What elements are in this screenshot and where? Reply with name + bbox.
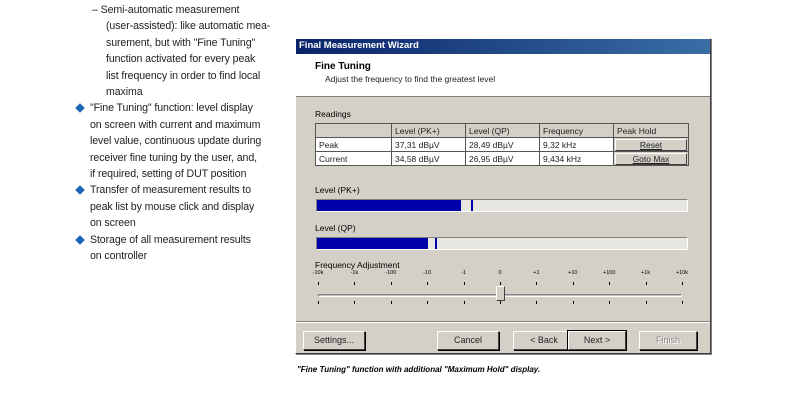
- level-pk-bar: [317, 200, 461, 211]
- column-header: Level (QP): [466, 124, 540, 138]
- slider-tick: [354, 282, 355, 285]
- slider-tick: [464, 301, 465, 304]
- text-line: Transfer of measurement results to: [90, 184, 252, 197]
- level-qp-peak-marker: [435, 238, 437, 249]
- text-line: receiver fine tuning by the user, and,: [90, 151, 257, 164]
- step-title: Fine Tuning: [315, 61, 371, 72]
- level-qp-label: Level (QP): [315, 223, 356, 233]
- text-line: peak list by mouse click and display: [90, 200, 255, 213]
- frequency-adjustment-slider[interactable]: [310, 270, 690, 310]
- slider-tick: [318, 301, 319, 304]
- level-qp-bar: [317, 238, 428, 249]
- peak-hold-cell: [614, 138, 689, 152]
- text-line: on screen with current and maximum: [90, 118, 261, 131]
- feature-list: [76, 2, 276, 265]
- wizard-body: [296, 97, 710, 355]
- goto-max-button[interactable]: Goto Max: [615, 153, 687, 165]
- slider-tick: [573, 301, 574, 304]
- slider-tick-label: +10: [568, 270, 578, 276]
- bullet-transfer: [76, 182, 276, 231]
- slider-tick: [609, 282, 610, 285]
- text-line: level value, continuous update during: [90, 135, 262, 148]
- dialog-title-bar[interactable]: Final Measurement Wizard: [296, 39, 710, 54]
- peak-hold-cell: [614, 152, 689, 166]
- column-header: Frequency: [540, 124, 614, 138]
- table-row: [316, 152, 689, 166]
- bullet-fine-tuning: [76, 100, 276, 182]
- slider-tick: [427, 301, 428, 304]
- slider-tick-label: -1: [461, 270, 467, 276]
- slider-tick-label: -1k: [350, 270, 359, 276]
- back-button[interactable]: < Back: [513, 331, 575, 350]
- slider-tick: [646, 301, 647, 304]
- slider-thumb[interactable]: [496, 286, 505, 301]
- slider-tick: [536, 301, 537, 304]
- slider-tick-label: -10: [423, 270, 432, 276]
- slider-tick-label: 0: [498, 270, 502, 276]
- slider-tick: [536, 282, 537, 285]
- level-qp-cell: 26,95 dBµV: [466, 152, 540, 166]
- readings-label: Readings: [315, 109, 351, 119]
- text-line: on controller: [90, 250, 147, 263]
- step-subtitle: Adjust the frequency to find the greatest level: [325, 74, 496, 84]
- diamond-bullet-icon: [75, 235, 85, 245]
- frequency-cell: 9,434 kHz: [540, 152, 614, 166]
- level-pk-peak-marker: [471, 200, 473, 211]
- slider-tick-label: +1: [533, 270, 540, 276]
- slider-tick: [354, 301, 355, 304]
- text-line: Storage of all measurement results: [90, 233, 251, 246]
- slider-tick: [318, 282, 319, 285]
- table-row: [316, 138, 689, 152]
- slider-tick-label: +100: [602, 270, 616, 276]
- text-line: if required, setting of DUT position: [90, 168, 247, 181]
- bullet-storage: [76, 232, 276, 265]
- column-header: Level (PK+): [392, 124, 466, 138]
- cancel-button[interactable]: Cancel: [437, 331, 499, 350]
- slider-tick: [500, 282, 501, 285]
- slider-tick: [464, 282, 465, 285]
- final-measurement-wizard-dialog: [295, 38, 711, 354]
- text-line: (user-assisted): like automatic mea-: [106, 20, 271, 33]
- next-button[interactable]: Next >: [568, 331, 626, 350]
- button-separator: [296, 321, 710, 323]
- slider-tick: [682, 282, 683, 285]
- text-line: – Semi-automatic measurement: [92, 4, 240, 16]
- text-line: function activated for every peak: [106, 53, 256, 66]
- wizard-header: [296, 54, 710, 97]
- text-line: list frequency in order to find local: [106, 69, 261, 82]
- frequency-cell: 9,32 kHz: [540, 138, 614, 152]
- diamond-bullet-icon: [75, 104, 85, 114]
- settings-button[interactable]: Settings...: [303, 331, 365, 350]
- diamond-bullet-icon: [75, 186, 85, 196]
- figure-caption: "Fine Tuning" function with additional "Maximum Hold" display.: [297, 365, 541, 374]
- level-qp-cell: 28,49 dBµV: [466, 138, 540, 152]
- slider-tick: [646, 282, 647, 285]
- column-header: [316, 124, 392, 138]
- level-pk-cell: 34,58 dBµV: [392, 152, 466, 166]
- slider-tick: [609, 301, 610, 304]
- row-label: Peak: [316, 138, 392, 152]
- slider-tick-label: -100: [385, 270, 397, 276]
- slider-tick: [391, 301, 392, 304]
- text-line: "Fine Tuning" function: level display: [90, 102, 253, 115]
- frequency-adjustment-label: Frequency Adjustment: [315, 260, 400, 270]
- slider-tick: [427, 282, 428, 285]
- table-header-row: [316, 124, 689, 138]
- text-line: maxima: [106, 86, 143, 99]
- slider-tick: [573, 282, 574, 285]
- finish-button[interactable]: Finish: [639, 331, 697, 350]
- level-pk-meter: [316, 199, 688, 212]
- slider-tick-label: -10k: [312, 270, 324, 276]
- column-header: Peak Hold: [614, 124, 689, 138]
- slider-tick: [391, 282, 392, 285]
- level-pk-cell: 37,31 dBµV: [392, 138, 466, 152]
- text-line: on screen: [90, 217, 136, 230]
- slider-tick-label: +1k: [641, 270, 651, 276]
- row-label: Current: [316, 152, 392, 166]
- slider-tick: [682, 301, 683, 304]
- sub-item-semi-automatic: [76, 2, 276, 100]
- slider-tick: [500, 301, 501, 304]
- reset-button[interactable]: Reset: [615, 139, 687, 151]
- readings-table: [315, 123, 689, 166]
- text-line: surement, but with "Fine Tuning": [106, 36, 256, 49]
- level-pk-label: Level (PK+): [315, 185, 360, 195]
- slider-tick-label: +10k: [675, 270, 689, 276]
- level-qp-meter: [316, 237, 688, 250]
